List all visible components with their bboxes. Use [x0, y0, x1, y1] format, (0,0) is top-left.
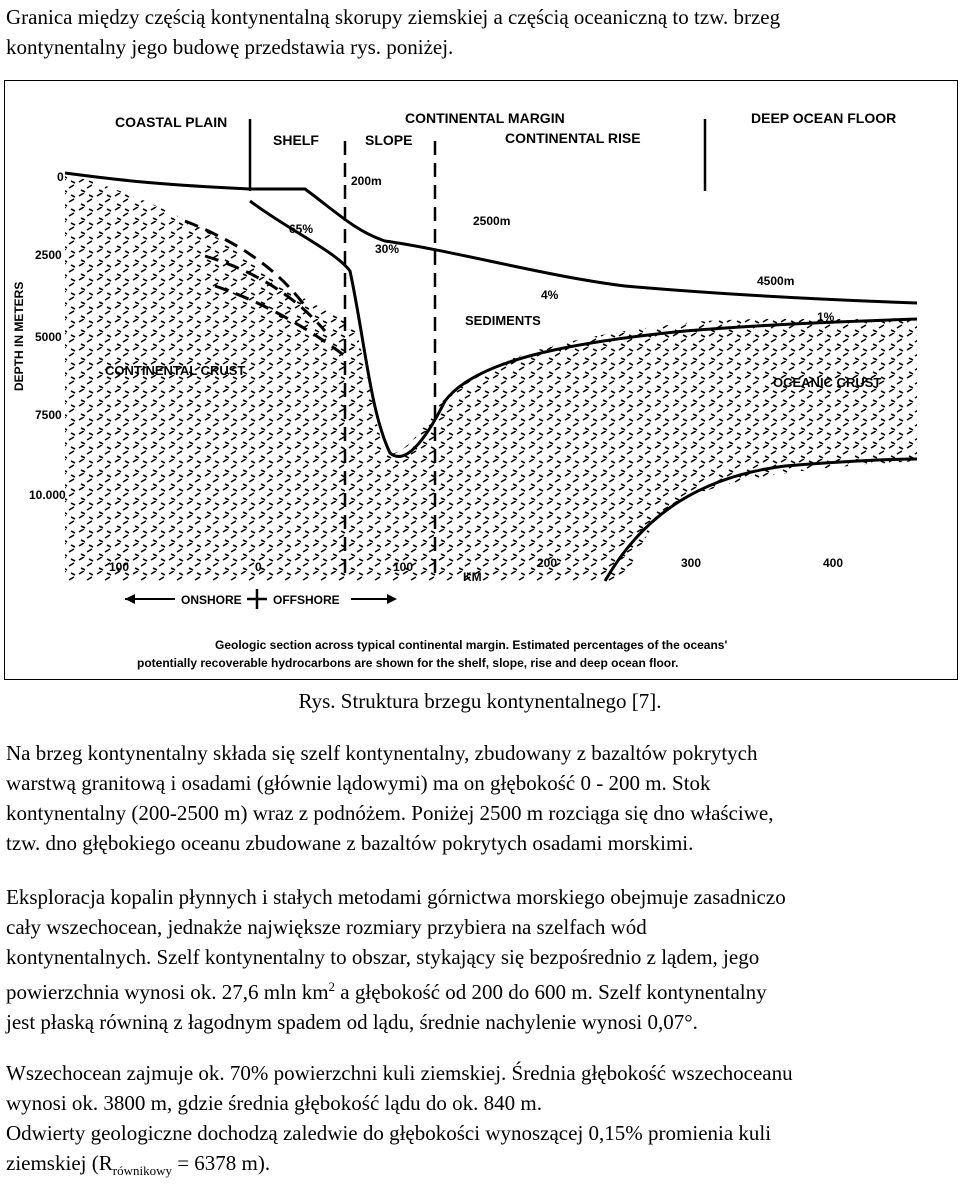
distance-tick-200: 200 — [537, 556, 558, 570]
distance-tick-300: 300 — [681, 556, 702, 570]
depth-marker-200m: 200m — [351, 174, 382, 188]
label-offshore: OFFSHORE — [273, 593, 340, 607]
depth-tick-5000: 5000 — [35, 330, 62, 344]
label-continental-margin: CONTINENTAL MARGIN — [405, 110, 565, 126]
para2-line-1: Eksploracja kopalin płynnych i stałych metodami górnictwa morskiego obejmuje zasadniczo — [6, 885, 786, 909]
label-coastal-plain: COASTAL PLAIN — [115, 114, 228, 130]
distance-tick-0: 0 — [255, 560, 262, 574]
para1-line-1: Na brzeg kontynentalny składa się szelf kontynentalny, zbudowany z bazaltów pokrytych — [6, 741, 758, 765]
para4-line-2b: = 6378 m). — [171, 1151, 271, 1175]
depth-marker-4500m: 4500m — [757, 274, 795, 288]
geologic-section-figure — [4, 80, 958, 680]
depth-tick-0: 0 — [57, 170, 64, 184]
intro-line-1: Granica między częścią kontynentalną skorupy ziemskiej a częścią oceaniczną to tzw. brzeg — [6, 5, 781, 29]
percent-slope: 30% — [375, 242, 400, 256]
para1-line-4: tzw. dno głębokiego oceanu zbudowane z bazaltów pokrytych osadami morskimi. — [6, 831, 694, 855]
para4-line-2a: ziemskiej (R — [6, 1151, 113, 1175]
paragraph-4 — [6, 1118, 771, 1186]
superscript-2: 2 — [328, 979, 336, 994]
figure-caption: Rys. Struktura brzegu kontynentalnego [7]. — [298, 689, 662, 713]
percent-shelf: 65% — [289, 222, 314, 236]
label-onshore: ONSHORE — [181, 593, 242, 607]
depth-tick-10000: 10.000 — [29, 488, 66, 502]
subscript-rownikowy: równikowy — [112, 1163, 172, 1179]
distance-tick-neg100: 100 — [109, 560, 130, 574]
para2-line-4b: a głębokość od 200 do 600 m. Szelf kontynentalny — [335, 980, 767, 1004]
label-continental-rise: CONTINENTAL RISE — [505, 130, 641, 146]
percent-rise: 4% — [541, 288, 559, 302]
para3-line-2: wynosi ok. 3800 m, gdzie średnia głębokość lądu do ok. 840 m. — [6, 1091, 543, 1115]
label-sediments: SEDIMENTS — [465, 313, 541, 328]
figure-caption-line-2: potentially recoverable hydrocarbons are shown for the shelf, slope, rise and deep ocean floor. — [137, 656, 679, 670]
label-shelf: SHELF — [273, 132, 319, 148]
paragraph-1 — [6, 738, 773, 858]
depth-axis-label: DEPTH IN METERS — [12, 281, 26, 391]
onshore-offshore-divider — [247, 589, 267, 609]
para2-line-4a: powierzchnia wynosi ok. 27,6 mln km — [6, 980, 329, 1004]
intro-line-2: kontynentalny jego budowę przedstawia rys. poniżej. — [6, 35, 454, 59]
label-deep-ocean-floor: DEEP OCEAN FLOOR — [751, 110, 897, 126]
depth-tick-7500: 7500 — [35, 408, 62, 422]
offshore-arrowhead — [387, 594, 397, 604]
paragraph-2 — [6, 882, 786, 1037]
distance-tick-100: 100 — [393, 560, 414, 574]
para1-line-3: kontynentalny (200-2500 m) wraz z podnóżem. Poniżej 2500 m rozciąga się dno właściwe, — [6, 801, 774, 825]
figure-caption-line-1: Geologic section across typical continental margin. Estimated percentages of the oceans' — [215, 638, 728, 652]
para2-line-3: kontynentalnych. Szelf kontynentalny to obszar, stykający się bezpośrednio z lądem, jego — [6, 945, 760, 969]
label-continental-crust: CONTINENTAL CRUST — [105, 363, 246, 378]
para1-line-2: warstwą granitową i osadami (głównie lądowymi) ma on głębokość 0 - 200 m. Stok — [6, 771, 711, 795]
paragraph-3 — [6, 1058, 793, 1118]
para4-line-1: Odwierty geologiczne dochodzą zaledwie do głębokości wynoszącej 0,15% promienia kuli — [6, 1121, 772, 1145]
onshore-arrowhead — [125, 594, 135, 604]
label-km: KM — [463, 570, 482, 584]
para2-line-2: cały wszechocean, jednakże największe rozmiary przybiera na szelfach wód — [6, 915, 647, 939]
percent-deep-ocean: 1% — [817, 310, 835, 324]
label-oceanic-crust: OCEANIC CRUST — [773, 375, 882, 390]
para2-line-5: jest płaską równiną z łagodnym spadem od lądu, średnie nachylenie wynosi 0,07°. — [6, 1010, 698, 1034]
para3-line-1: Wszechocean zajmuje ok. 70% powierzchni kuli ziemskiej. Średnia głębokość wszechoceanu — [6, 1061, 793, 1085]
depth-tick-2500: 2500 — [35, 248, 62, 262]
depth-marker-2500m: 2500m — [473, 214, 511, 228]
intro-paragraph — [6, 2, 780, 62]
distance-tick-400: 400 — [823, 556, 844, 570]
label-slope: SLOPE — [365, 132, 413, 148]
